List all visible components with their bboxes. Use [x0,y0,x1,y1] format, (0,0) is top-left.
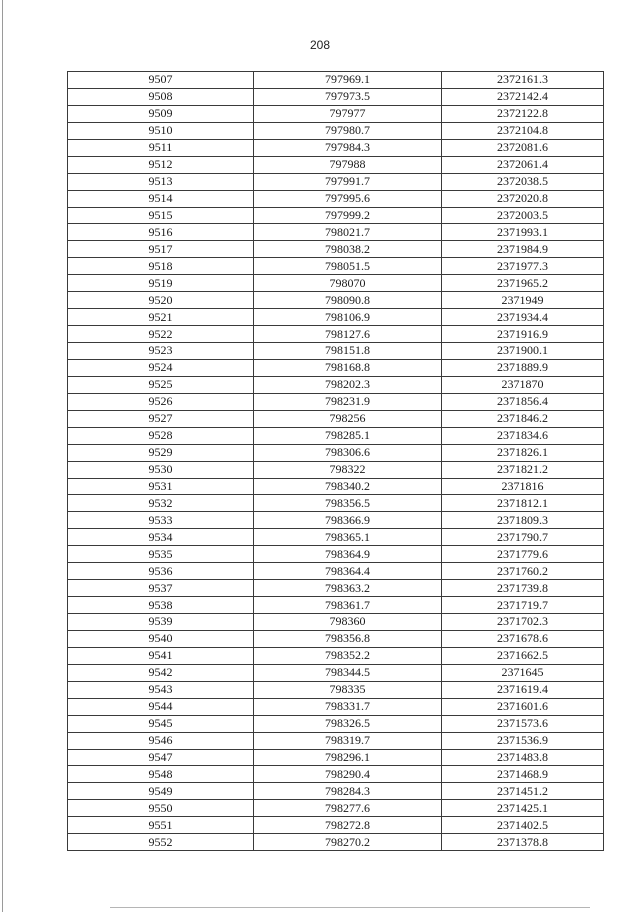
y-coordinate-cell: 2371816 [442,478,604,495]
y-coordinate-cell: 2371916.9 [442,326,604,343]
point-number-cell: 9517 [68,241,254,258]
point-number-cell: 9521 [68,309,254,326]
x-coordinate-cell: 798021.7 [254,224,442,241]
point-number-cell: 9541 [68,647,254,664]
y-coordinate-cell: 2371451.2 [442,783,604,800]
table-row [68,309,604,326]
x-coordinate-cell: 798038.2 [254,241,442,258]
point-number-cell: 9508 [68,88,254,105]
point-number-cell: 9515 [68,207,254,224]
x-coordinate-cell: 798363.2 [254,580,442,597]
point-number-cell: 9518 [68,258,254,275]
table-row [68,359,604,376]
y-coordinate-cell: 2371536.9 [442,732,604,749]
point-number-cell: 9539 [68,614,254,631]
table-row [68,715,604,732]
x-coordinate-cell: 798151.8 [254,343,442,360]
x-coordinate-cell: 798256 [254,410,442,427]
y-coordinate-cell: 2371468.9 [442,766,604,783]
x-coordinate-cell: 798319.7 [254,732,442,749]
x-coordinate-cell: 798352.2 [254,647,442,664]
point-number-cell: 9511 [68,139,254,156]
table-row [68,614,604,631]
table-row [68,512,604,529]
table-row [68,393,604,410]
point-number-cell: 9514 [68,190,254,207]
point-number-cell: 9531 [68,478,254,495]
table-row [68,88,604,105]
point-number-cell: 9522 [68,326,254,343]
y-coordinate-cell: 2372161.3 [442,72,604,89]
x-coordinate-cell: 798366.9 [254,512,442,529]
y-coordinate-cell: 2371425.1 [442,800,604,817]
point-number-cell: 9526 [68,393,254,410]
x-coordinate-cell: 797991.7 [254,173,442,190]
y-coordinate-cell: 2372038.5 [442,173,604,190]
x-coordinate-cell: 798340.2 [254,478,442,495]
y-coordinate-cell: 2371993.1 [442,224,604,241]
x-coordinate-cell: 797980.7 [254,122,442,139]
point-number-cell: 9536 [68,563,254,580]
y-coordinate-cell: 2371984.9 [442,241,604,258]
x-coordinate-cell: 798335 [254,681,442,698]
table-row [68,681,604,698]
x-coordinate-cell: 797969.1 [254,72,442,89]
point-number-cell: 9533 [68,512,254,529]
y-coordinate-cell: 2371678.6 [442,630,604,647]
table-row [68,343,604,360]
y-coordinate-cell: 2371856.4 [442,393,604,410]
y-coordinate-cell: 2371645 [442,664,604,681]
table-row [68,275,604,292]
point-number-cell: 9537 [68,580,254,597]
table-row [68,664,604,681]
x-coordinate-cell: 797984.3 [254,139,442,156]
table-row [68,461,604,478]
x-coordinate-cell: 798360 [254,614,442,631]
point-number-cell: 9528 [68,427,254,444]
table-row [68,292,604,309]
y-coordinate-cell: 2371483.8 [442,749,604,766]
y-coordinate-cell: 2371573.6 [442,715,604,732]
x-coordinate-cell: 798361.7 [254,597,442,614]
point-number-cell: 9513 [68,173,254,190]
x-coordinate-cell: 798202.3 [254,376,442,393]
y-coordinate-cell: 2371719.7 [442,597,604,614]
point-number-cell: 9549 [68,783,254,800]
table-row [68,495,604,512]
table-row [68,766,604,783]
x-coordinate-cell: 798106.9 [254,309,442,326]
point-number-cell: 9520 [68,292,254,309]
table-row [68,173,604,190]
table-row [68,630,604,647]
table-row [68,834,604,851]
point-number-cell: 9532 [68,495,254,512]
x-coordinate-cell: 798356.8 [254,630,442,647]
table-row [68,258,604,275]
point-number-cell: 9534 [68,529,254,546]
x-coordinate-cell: 798364.4 [254,563,442,580]
y-coordinate-cell: 2371826.1 [442,444,604,461]
point-number-cell: 9509 [68,105,254,122]
x-coordinate-cell: 798356.5 [254,495,442,512]
table-row [68,783,604,800]
point-number-cell: 9538 [68,597,254,614]
x-coordinate-cell: 798296.1 [254,749,442,766]
y-coordinate-cell: 2371790.7 [442,529,604,546]
y-coordinate-cell: 2372020.8 [442,190,604,207]
point-number-cell: 9530 [68,461,254,478]
point-number-cell: 9524 [68,359,254,376]
table-row [68,224,604,241]
y-coordinate-cell: 2372122.8 [442,105,604,122]
y-coordinate-cell: 2371702.3 [442,614,604,631]
point-number-cell: 9545 [68,715,254,732]
point-number-cell: 9542 [68,664,254,681]
table-row [68,529,604,546]
x-coordinate-cell: 798277.6 [254,800,442,817]
coordinates-table-body [68,72,604,851]
x-coordinate-cell: 798284.3 [254,783,442,800]
y-coordinate-cell: 2371834.6 [442,427,604,444]
x-coordinate-cell: 798270.2 [254,834,442,851]
table-row [68,597,604,614]
point-number-cell: 9516 [68,224,254,241]
scan-edge-bottom [110,907,590,908]
point-number-cell: 9546 [68,732,254,749]
table-row [68,207,604,224]
x-coordinate-cell: 798285.1 [254,427,442,444]
y-coordinate-cell: 2371760.2 [442,563,604,580]
y-coordinate-cell: 2371662.5 [442,647,604,664]
x-coordinate-cell: 797977 [254,105,442,122]
y-coordinate-cell: 2372081.6 [442,139,604,156]
table-row [68,580,604,597]
coordinates-table [67,71,604,851]
y-coordinate-cell: 2371846.2 [442,410,604,427]
x-coordinate-cell: 797995.6 [254,190,442,207]
table-row [68,376,604,393]
table-row [68,122,604,139]
x-coordinate-cell: 797988 [254,156,442,173]
y-coordinate-cell: 2372003.5 [442,207,604,224]
y-coordinate-cell: 2372061.4 [442,156,604,173]
x-coordinate-cell: 798090.8 [254,292,442,309]
point-number-cell: 9552 [68,834,254,851]
x-coordinate-cell: 798365.1 [254,529,442,546]
table-row [68,546,604,563]
point-number-cell: 9507 [68,72,254,89]
table-row [68,478,604,495]
y-coordinate-cell: 2371601.6 [442,698,604,715]
point-number-cell: 9519 [68,275,254,292]
y-coordinate-cell: 2371965.2 [442,275,604,292]
y-coordinate-cell: 2371779.6 [442,546,604,563]
table-row [68,647,604,664]
table-row [68,241,604,258]
x-coordinate-cell: 798231.9 [254,393,442,410]
y-coordinate-cell: 2371900.1 [442,343,604,360]
x-coordinate-cell: 798344.5 [254,664,442,681]
point-number-cell: 9543 [68,681,254,698]
x-coordinate-cell: 798290.4 [254,766,442,783]
point-number-cell: 9535 [68,546,254,563]
table-row [68,732,604,749]
table-row [68,749,604,766]
x-coordinate-cell: 798322 [254,461,442,478]
table-row [68,817,604,834]
point-number-cell: 9540 [68,630,254,647]
table-row [68,410,604,427]
point-number-cell: 9527 [68,410,254,427]
point-number-cell: 9544 [68,698,254,715]
x-coordinate-cell: 797999.2 [254,207,442,224]
y-coordinate-cell: 2372142.4 [442,88,604,105]
table-row [68,444,604,461]
y-coordinate-cell: 2371977.3 [442,258,604,275]
point-number-cell: 9550 [68,800,254,817]
y-coordinate-cell: 2371934.4 [442,309,604,326]
y-coordinate-cell: 2372104.8 [442,122,604,139]
y-coordinate-cell: 2371378.8 [442,834,604,851]
table-row [68,800,604,817]
table-row [68,326,604,343]
x-coordinate-cell: 798168.8 [254,359,442,376]
y-coordinate-cell: 2371949 [442,292,604,309]
table-row [68,190,604,207]
table-row [68,427,604,444]
table-row [68,105,604,122]
table-row [68,139,604,156]
table-row [68,563,604,580]
x-coordinate-cell: 798051.5 [254,258,442,275]
point-number-cell: 9551 [68,817,254,834]
x-coordinate-cell: 798127.6 [254,326,442,343]
y-coordinate-cell: 2371402.5 [442,817,604,834]
scan-edge-left [2,0,3,912]
x-coordinate-cell: 798326.5 [254,715,442,732]
point-number-cell: 9512 [68,156,254,173]
x-coordinate-cell: 798272.8 [254,817,442,834]
x-coordinate-cell: 798331.7 [254,698,442,715]
point-number-cell: 9523 [68,343,254,360]
y-coordinate-cell: 2371889.9 [442,359,604,376]
y-coordinate-cell: 2371809.3 [442,512,604,529]
x-coordinate-cell: 798306.6 [254,444,442,461]
point-number-cell: 9548 [68,766,254,783]
y-coordinate-cell: 2371739.8 [442,580,604,597]
point-number-cell: 9547 [68,749,254,766]
y-coordinate-cell: 2371870 [442,376,604,393]
x-coordinate-cell: 798070 [254,275,442,292]
point-number-cell: 9510 [68,122,254,139]
point-number-cell: 9525 [68,376,254,393]
point-number-cell: 9529 [68,444,254,461]
y-coordinate-cell: 2371821.2 [442,461,604,478]
table-row [68,156,604,173]
page-number: 208 [309,38,331,52]
table-row [68,72,604,89]
table-row [68,698,604,715]
y-coordinate-cell: 2371619.4 [442,681,604,698]
x-coordinate-cell: 798364.9 [254,546,442,563]
y-coordinate-cell: 2371812.1 [442,495,604,512]
x-coordinate-cell: 797973.5 [254,88,442,105]
